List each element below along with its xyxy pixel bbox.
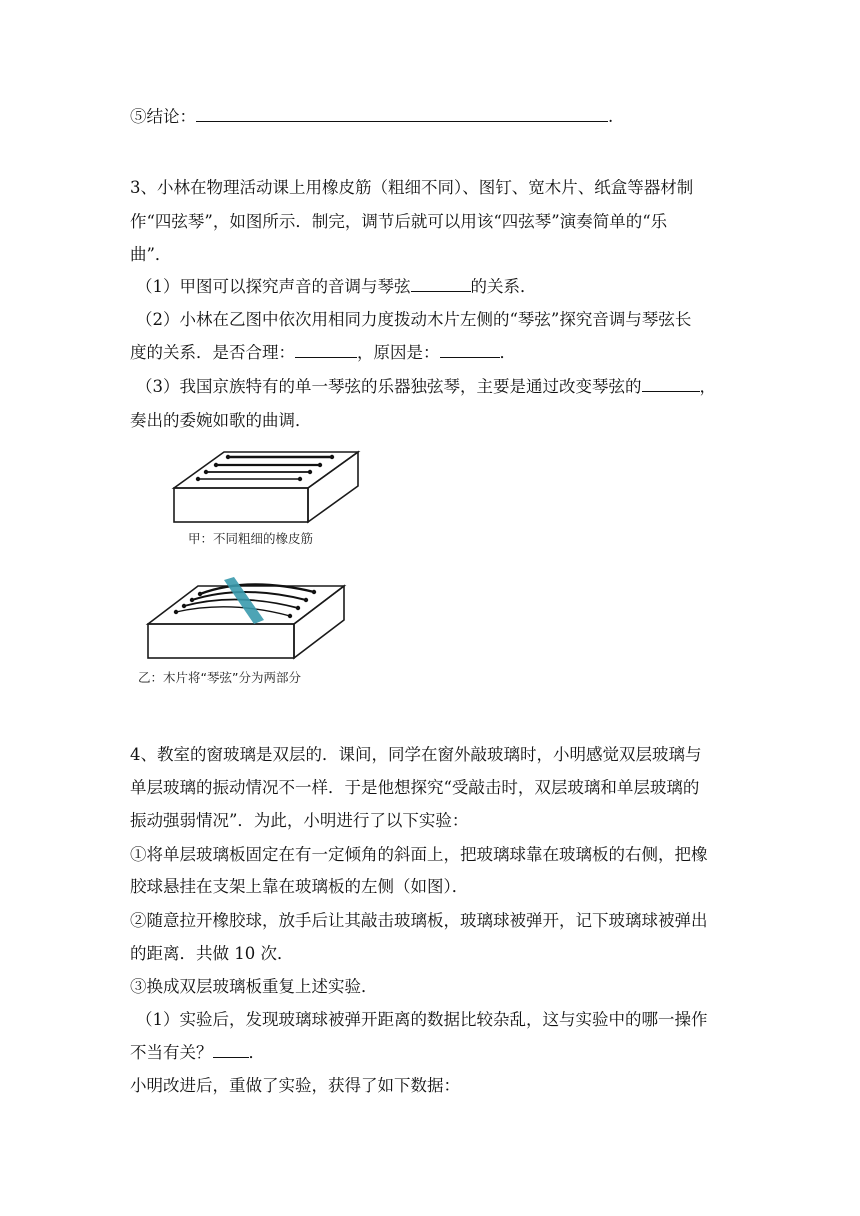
q3-part2-line-1: （2）小林在乙图中依次用相同力度拨动木片左侧的“琴弦”探究音调与琴弦长 <box>136 310 692 329</box>
q4-stem-line-1: 4、教室的窗玻璃是双层的．课间，同学在窗外敲玻璃时，小明感觉双层玻璃与 <box>130 745 702 764</box>
q3-stem-line-3: 曲”． <box>130 245 172 264</box>
four-string-board-illustration <box>168 440 368 530</box>
q4-step3: ③换成双层玻璃板重复上述实验． <box>130 977 378 996</box>
q4-step2-line-2: 的距离．共做 10 次． <box>130 944 294 963</box>
q4-after-text: 小明改进后，重做了实验，获得了如下数据： <box>130 1076 460 1095</box>
q4-stem-line-3: 振动强弱情况”．为此，小明进行了以下实验： <box>130 811 469 830</box>
figure-yi-caption: 乙：木片将“琴弦”分为两部分 <box>138 670 301 685</box>
q2-conclusion-line: ⑤结论： . <box>130 107 614 126</box>
conclusion-label: ⑤结论： <box>130 107 196 126</box>
q4-part1-line-2: 不当有关？ ． <box>130 1043 265 1062</box>
q4-step2-line-1: ②随意拉开橡胶球，放手后让其敲击玻璃板，玻璃球被弹开，记下玻璃球被弹出 <box>130 911 708 930</box>
q3-part2-blank-a[interactable] <box>295 342 357 358</box>
figure-jia-caption: 甲：不同粗细的橡皮筋 <box>188 531 314 546</box>
q3-part3-line-1: （3）我国京族特有的单一琴弦的乐器独弦琴，主要是通过改变琴弦的 ， <box>136 377 716 396</box>
q4-stem-line-2: 单层玻璃的振动情况不一样．于是他想探究“受敲击时，双层玻璃和单层玻璃的 <box>130 778 700 797</box>
q3-part2-line-2: 度的关系．是否合理： ，原因是： ． <box>130 343 516 362</box>
q3-part1: （1）甲图可以探究声音的音调与琴弦 的关系． <box>136 277 537 296</box>
figure-yi <box>138 572 368 690</box>
q3-part3-blank[interactable] <box>642 376 700 392</box>
q3-stem-line-1: 3、小林在物理活动课上用橡皮筋（粗细不同）、图钉、宽木片、纸盒等器材制 <box>130 178 694 197</box>
q4-step1-line-2: 胶球悬挂在支架上靠在玻璃板的左侧（如图）． <box>130 877 469 896</box>
figure-jia <box>168 440 368 555</box>
four-string-board-with-bridge-illustration <box>138 572 368 660</box>
q3-part2-blank-b[interactable] <box>440 342 500 358</box>
q3-part1-blank[interactable] <box>411 276 471 292</box>
q3-part3-line-2: 奏出的委婉如歌的曲调． <box>130 411 312 430</box>
conclusion-blank[interactable] <box>196 106 608 122</box>
q3-stem-line-2: 作“四弦琴”，如图所示．制完，调节后就可以用该“四弦琴”演奏简单的“乐 <box>130 212 668 231</box>
q4-part1-line-1: （1）实验后，发现玻璃球被弹开距离的数据比较杂乱，这与实验中的哪一操作 <box>136 1010 708 1029</box>
q4-step1-line-1: ①将单层玻璃板固定在有一定倾角的斜面上，把玻璃球靠在玻璃板的右侧，把橡 <box>130 845 708 864</box>
q4-part1-blank[interactable] <box>213 1042 249 1058</box>
